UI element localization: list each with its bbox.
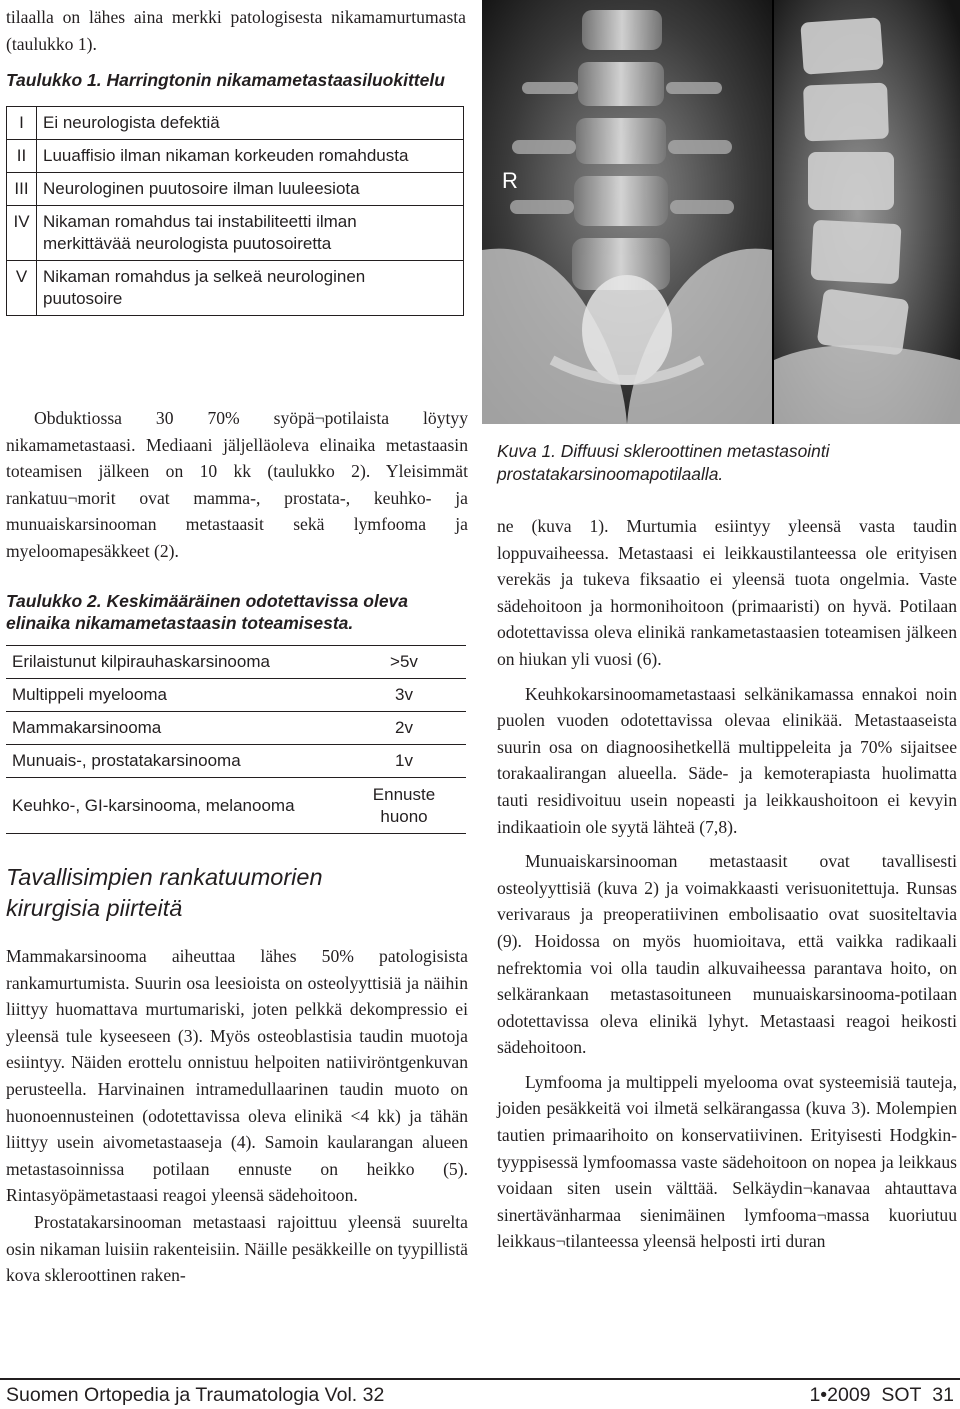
paragraph-text: ne (kuva 1). Murtumia esiintyy yleensä vasta taudin loppuvaiheessa. Metastaasi ei leikkaustilanteessa ole erityisen verekäs ja tukeva fiksaatio ei yleensä tuota ongelmia. Vaste sädehoitoon ja hormonihoitoon (primaaristi) on hyvä. Potilaan odotettavissa oleva elinikä rankametastaasien toteamisen jälkeen on hiukan yli vuosi (6). xyxy=(497,516,957,669)
intro-text: tilaalla on lähes aina merkki patologisesta nikamamurtumasta (taulukko 1). xyxy=(6,7,466,54)
class-number: I xyxy=(7,107,37,140)
paragraph-text: Keuhkokarsinoomametastaasi selkänikamassa ennakoi noin puolen vuoden odotettavissa olevaa elinikää. Metastaaseista suurin osa on diagnoosihetkellä multippeleita ja 70% sijaitsee torakaalirangan alueella. Säde- ja kemoterapiasta huolimatta tauti residivoituu usein nopeasti ja leikkaushoitoon ei kevyin indikaatioin ole syytä lähteä (7,8). xyxy=(497,683,957,837)
table1-caption: Taulukko 1. Harringtonin nikamametastaasiluokittelu xyxy=(6,70,445,90)
section-abbrev: SOT xyxy=(881,1384,922,1406)
class-description: Ei neurologista defektiä xyxy=(37,107,464,140)
class-description: Nikaman romahdus ja selkeä neurologinen puutosoire xyxy=(37,261,464,316)
class-number: II xyxy=(7,140,37,173)
paragraph-text: Mammakarsinooma aiheuttaa lähes 50% patologisista rankamurtumista. Suurin osa leesioista on osteolyyttisiä ja näihin liittyy huomattava murtumariski, joten pelkkä dekompressio ei yleensä tule kyseeseen (3). Myös osteoblastisia taudin muotoja esiintyy. Näiden erottelu onnistuu helpoiten natiiviröntgenkuvan perusteella. Harvinainen intramedullaarinen taudin muoto on huonoennusteinen (odotettavissa oleva elinikä <4 kk) ja tähän liittyy usein aivometastaaseja (4). Samoin kaularangan alueen metastasoinnissa potilaan ennuste on heikko (5). Rintasyöpämetastaasi reagoi yleensä sädehoitoon. xyxy=(6,946,468,1206)
expected-survival: 2v xyxy=(342,712,466,745)
cancer-type: Mammakarsinooma xyxy=(6,712,342,745)
table-row xyxy=(7,261,464,316)
paragraph-text: Munuaiskarsinooman metastaasit ovat tavallisesti osteolyyttisiä (kuva 2) ja voimakkaasti verisuonitettuja. Runsas verivaraus ja preoperatiivinen embolisaatio ovat suositeltavia (9). Hoidossa on myös huomioitava, että vaikka radikaali nefrektomia voi olla taudin alkuvaiheessa parantava hoito, on selkärankaan metastasoituneen munuaiskarsinooma-potilaan odotettavissa oleva elinikä lyhyt. Metastaasi reagoi heikosti sädehoitoon. xyxy=(497,851,957,1058)
expected-survival: Ennuste huono xyxy=(342,778,466,834)
figure-caption: Kuva 1. Diffuusi skleroottinen metastasointi prostatakarsinoomapotilaalla. xyxy=(497,441,830,484)
table2-caption: Taulukko 2. Keskimääräinen odotettavissa oleva elinaika nikamametastaasin toteamisesta. xyxy=(6,591,409,633)
cancer-type: Erilaistunut kilpirauhaskarsinooma xyxy=(6,646,342,679)
cancer-type: Munuais-, prostatakarsinooma xyxy=(6,745,342,778)
expected-survival: >5v xyxy=(342,646,466,679)
table-row xyxy=(6,679,466,712)
table-row xyxy=(6,712,466,745)
table-row xyxy=(7,206,464,261)
table-row xyxy=(6,745,466,778)
footer-divider xyxy=(0,1378,960,1380)
section-heading: Tavallisimpien rankatuumorien kirurgisia piirteitä xyxy=(6,864,323,921)
expected-survival: 1v xyxy=(342,745,466,778)
issue-number: 1•2009 xyxy=(809,1384,871,1406)
table-row xyxy=(7,140,464,173)
paragraph-text: Prostatakarsinooman metastaasi rajoittuu yleensä suurelta osin nikaman luisiin rakenteisiin. Näille pesäkkeille on tyypillistä kova skleroottinen raken- xyxy=(6,1211,468,1286)
spine-xray-image xyxy=(482,0,960,424)
xray-side-marker: R xyxy=(502,168,518,193)
expected-survival: 3v xyxy=(342,679,466,712)
table-row xyxy=(7,173,464,206)
paragraph-text: Lymfooma ja multippeli myelooma ovat systeemisiä tauteja, joiden pesäkkeitä voi ilmetä selkärangassa (kuva 3). Molempien tautien primaarihoito on konservatiivinen. Erityisesti Hodgkin-tyyppisessä lymfoomassa vaste sädehoitoon on nopea ja leikkaus voidaan siten usein välttää. Selkäydin¬kanavaa ahtauttava sinertävänharmaa sienimäinen lymfooma¬massa kuoriutuu leikkaus¬tilanteessa yleensä helposti irti duran xyxy=(497,1071,957,1252)
class-description: Luuaffisio ilman nikaman korkeuden romahdusta xyxy=(37,140,464,173)
life-expectancy-table xyxy=(6,645,466,834)
left-column-body xyxy=(6,943,468,1289)
class-number: V xyxy=(7,261,37,316)
right-column-body xyxy=(497,513,957,1255)
class-description: Nikaman romahdus tai instabiliteetti ilman merkittävää neurologista puutosoiretta xyxy=(37,206,464,261)
class-number: III xyxy=(7,173,37,206)
paragraph-text: Obduktiossa 30 70% syöpä¬potilaista löytyy nikamametastaasi. Mediaani jäljelläoleva elinaika metastaasin toteamisen jälkeen on 10 kk (taulukko 2). Yleisimmät rankatuu¬morit ovat mamma-, prostata-, keuhko- ja munuaiskarsinooman metastaasit sekä lymfooma ja myeloomapesäkkeet (2). xyxy=(6,408,468,561)
cancer-type: Multippeli myelooma xyxy=(6,679,342,712)
table-row xyxy=(6,646,466,679)
class-number: IV xyxy=(7,206,37,261)
page-number: 31 xyxy=(932,1384,954,1406)
left-paragraph-autopsy xyxy=(6,405,468,565)
table-row xyxy=(6,778,466,834)
harrington-classification-table xyxy=(6,106,464,316)
footer-issue xyxy=(809,1384,954,1407)
class-description: Neurologinen puutosoire ilman luuleesiota xyxy=(37,173,464,206)
cancer-type: Keuhko-, GI-karsinooma, melanooma xyxy=(6,778,342,834)
footer-journal: Suomen Ortopedia ja Traumatologia Vol. 32 xyxy=(6,1384,385,1406)
table-row xyxy=(7,107,464,140)
